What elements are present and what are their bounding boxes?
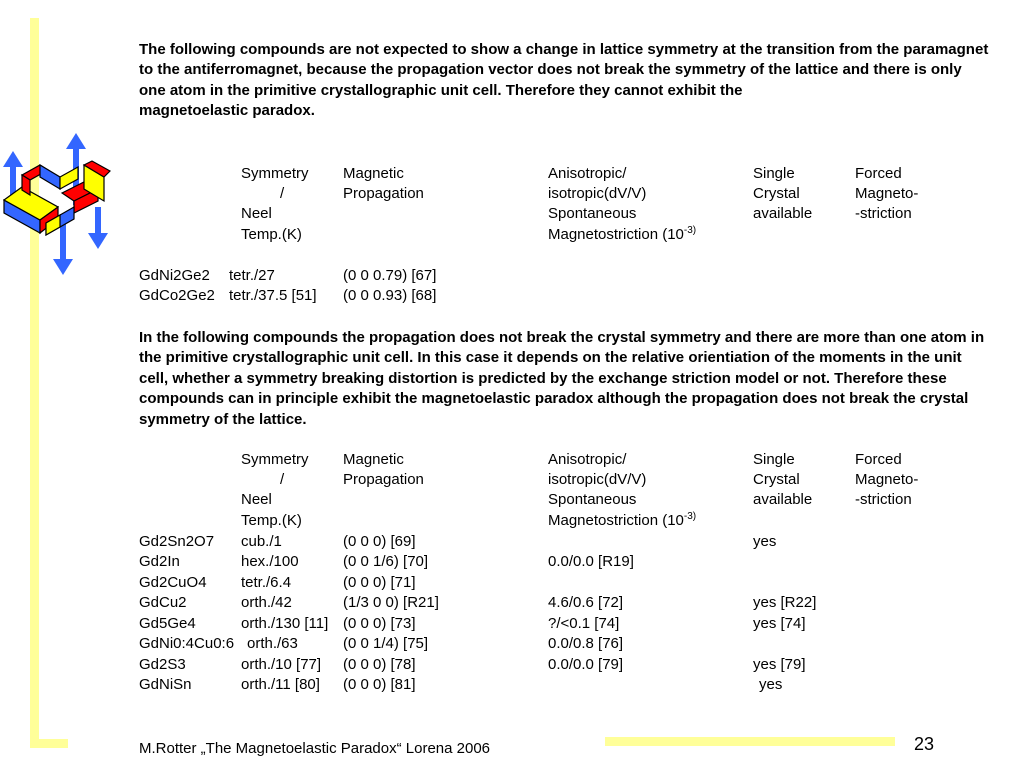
compound-cell: Gd2CuO4: [139, 574, 207, 591]
propagation-cell: (0 0 1/4) [75]: [343, 635, 429, 652]
single-crystal-cell: yes: [759, 676, 783, 693]
single-crystal-cell: yes: [753, 533, 777, 550]
header-crystal: Crystal: [753, 185, 800, 202]
aniso-cell: 0.0/0.8 [76]: [548, 635, 624, 652]
symmetry-cell: orth./130 [11]: [241, 615, 329, 632]
symmetry-cell: tetr./6.4: [241, 574, 292, 591]
header-propagation: Propagation: [343, 471, 424, 488]
second-paragraph: [139, 328, 989, 430]
compound-cell: Gd2Sn2O7: [139, 533, 215, 550]
symmetry-cell: orth./63: [247, 635, 298, 652]
header-magnetostriction: Magnetostriction ($10^{-3)}$: [548, 511, 697, 529]
propagation-cell: (0 0 0) [81]: [343, 676, 416, 693]
symmetry-cell: hex./100: [241, 553, 299, 570]
propagation-cell: (0 0 0) [73]: [343, 615, 416, 632]
aniso-cell: ?/<0.1 [74]: [548, 615, 620, 632]
symmetry-cell: orth./11 [80]: [241, 676, 320, 693]
header-magneto: Magneto-: [855, 185, 919, 202]
header-neel: Neel: [241, 205, 272, 222]
header-symmetry: Symmetry: [241, 451, 309, 468]
header-anisotropic: Anisotropic/: [548, 451, 627, 468]
single-crystal-cell: yes [R22]: [753, 594, 817, 611]
compound-cell: Gd5Ge4: [139, 615, 196, 632]
header-slash: /: [280, 185, 285, 202]
header-isotropic: isotropic(dV/V): [548, 185, 647, 202]
header-temp: Temp.(K): [241, 512, 302, 529]
symmetry-cell: tetr./37.5 [51]: [229, 287, 317, 304]
header-single: Single: [753, 451, 795, 468]
header-magnetic: Magnetic: [343, 451, 404, 468]
header-temp: Temp.(K): [241, 226, 302, 243]
aniso-cell: 0.0/0.0 [79]: [548, 656, 624, 673]
intro-paragraph: [139, 40, 989, 122]
compound-cell: GdCu2: [139, 594, 187, 611]
bottom-right-bar: [605, 737, 895, 746]
intro-text: The following compounds are not expected to show a change in lattice symmetry at the transition from the paramagnet to the antiferromagnet, because the propagation vector does not break the symmetry of the lattice and there is only one atom in the primitive crystallographic unit cell. Therefore they cannot exhibit the: [139, 41, 989, 99]
header-available: available: [753, 491, 813, 508]
header-magneto: Magneto-: [855, 471, 919, 488]
header-magnetostriction: Magnetostriction ($10^{-3)}$: [548, 225, 697, 243]
propagation-cell: (0 0 0) [69]: [343, 533, 416, 550]
header-single: Single: [753, 165, 795, 182]
header-available: available: [753, 205, 813, 222]
single-crystal-cell: yes [79]: [753, 656, 806, 673]
symmetry-cell: cub./1: [241, 533, 282, 550]
header-magnetic: Magnetic: [343, 165, 404, 182]
header-neel: Neel: [241, 491, 272, 508]
header-spontaneous: Spontaneous: [548, 205, 637, 222]
propagation-cell: (0 0 0.79) [67]: [343, 267, 437, 284]
propagation-cell: (0 0 0) [78]: [343, 656, 416, 673]
compound-cell: GdNi2Ge2: [139, 267, 210, 284]
header-isotropic: isotropic(dV/V): [548, 471, 647, 488]
header-symmetry: Symmetry: [241, 165, 309, 182]
compound-cell: GdNiSn: [139, 676, 192, 693]
left-bottom-bar: [30, 739, 68, 748]
aniso-cell: 4.6/0.6 [72]: [548, 594, 624, 611]
symmetry-cell: orth./42: [241, 594, 292, 611]
aniso-cell: 0.0/0.0 [R19]: [548, 553, 634, 570]
second-text: In the following compounds the propagation does not break the crystal symmetry and there are more than one atom in the primitive crystallographic unit cell. In this case it depends on the relative orientiation of the moments in the unit cell, whether a symmetry breaking distortion is predicted by the exchange striction model or not. Therefore these compounds can in principle exhibit the magnetoelastic paradox although the propagation does not break the crystal symmetry of the lattice.: [139, 329, 985, 428]
compound-cell: GdCo2Ge2: [139, 287, 215, 304]
page-number: 23: [914, 734, 935, 754]
propagation-cell: (1/3 0 0) [R21]: [343, 594, 439, 611]
logo-icon: [0, 125, 125, 285]
header-propagation: Propagation: [343, 185, 424, 202]
propagation-cell: (0 0 0.93) [68]: [343, 287, 437, 304]
compound-cell: Gd2S3: [139, 656, 186, 673]
header-striction: -striction: [855, 205, 912, 222]
header-anisotropic: Anisotropic/: [548, 165, 627, 182]
propagation-cell: (0 0 1/6) [70]: [343, 553, 429, 570]
propagation-cell: (0 0 0) [71]: [343, 574, 416, 591]
header-striction: -striction: [855, 491, 912, 508]
symmetry-cell: tetr./27: [229, 267, 275, 284]
compound-cell: GdNi0:4Cu0:6: [139, 635, 235, 652]
single-crystal-cell: yes [74]: [753, 615, 806, 632]
intro-text-end: magnetoelastic paradox.: [139, 102, 315, 120]
compound-cell: Gd2In: [139, 553, 180, 570]
header-crystal: Crystal: [753, 471, 800, 488]
header-forced: Forced: [855, 165, 902, 182]
footer-citation: M.Rotter „The Magnetoelastic Paradox“ Lorena 2006: [139, 740, 491, 757]
header-forced: Forced: [855, 451, 902, 468]
header-slash: /: [280, 471, 285, 488]
symmetry-cell: orth./10 [77]: [241, 656, 322, 673]
header-spontaneous: Spontaneous: [548, 491, 637, 508]
